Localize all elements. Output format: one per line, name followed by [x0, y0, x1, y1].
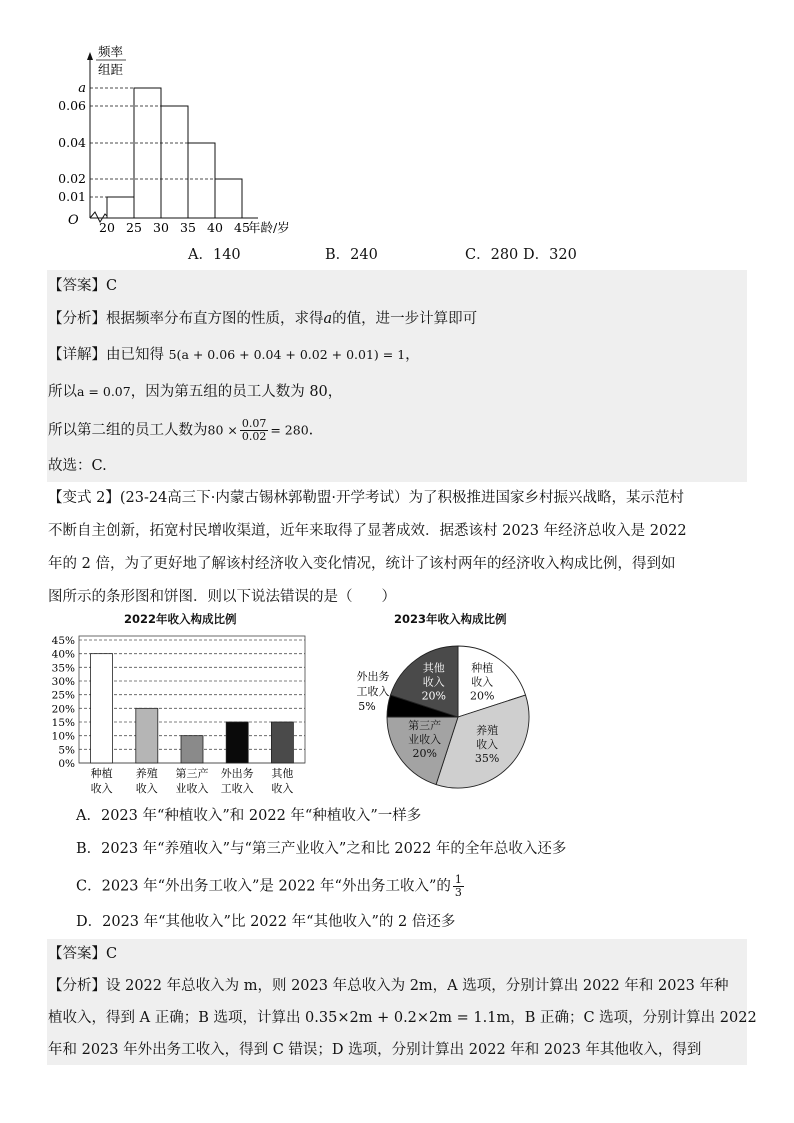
q2-line-2: 不断自主创新，拓宽村民增收渠道，近年来取得了显著成效．据悉该村 2023 年经济总收入是 2022 [48, 523, 687, 539]
pie-label: 业收入 [408, 733, 442, 747]
pie-label: 第三产 [408, 719, 442, 733]
y-label-bottom: 组距 [98, 62, 124, 77]
bar [181, 736, 203, 763]
analysis-2-tag: 【分析】 [48, 978, 106, 994]
histogram-bar [215, 179, 242, 218]
analysis-tail: 的值，进一步计算即可 [332, 311, 478, 327]
y-tick-label: 15% [51, 717, 75, 729]
line4-post: = 280 [270, 422, 309, 438]
pie-label: 20% [412, 747, 437, 761]
pie-label: 20% [421, 689, 447, 703]
y-label-top: 频率 [98, 44, 124, 59]
pie-label: 20% [469, 689, 495, 703]
histogram-bar [134, 88, 161, 218]
q1-option-d: D．320 [523, 247, 577, 263]
q1-option-b: B．240 [325, 247, 378, 263]
y-tick-label: 0.02 [58, 171, 86, 186]
category-label: 养殖 [135, 767, 158, 780]
bar [136, 708, 158, 763]
q2-option-b: B．2023 年“养殖收入”与“第三产业收入”之和比 2022 年的全年总收入还多 [76, 841, 567, 857]
bar-chart-2022 [45, 630, 315, 805]
q2-option-c [76, 874, 466, 899]
x-tick-label: 45 [234, 220, 250, 235]
analysis-1 [48, 309, 477, 329]
q1-option-c: C．280 [465, 247, 519, 263]
bar [91, 654, 113, 763]
histogram-bar [107, 197, 134, 218]
pie-chart-title: 2023年收入构成比例 [394, 612, 507, 626]
q2-line-1: 【变式 2】(23-24高三下·内蒙古锡林郭勒盟·开学考试）为了积极推进国家乡村振兴战略，某示范村 [48, 490, 685, 506]
category-label: 第三产 [175, 767, 209, 780]
category-label: 收入 [271, 782, 294, 795]
y-tick-label: 0.04 [58, 135, 86, 150]
pie-label: 收入 [422, 675, 445, 689]
detail-text: 由已知得 [106, 347, 164, 363]
detail-1: 【详解】由已知得 5(a + 0.06 + 0.04 + 0.02 + 0.01) = 1， [48, 347, 420, 363]
category-label: 外出务 [220, 767, 254, 780]
pie-label: 种植 [471, 661, 494, 675]
category-label: 工收入 [220, 782, 254, 795]
pie-label: 收入 [471, 675, 494, 689]
x-tick-label: 30 [153, 220, 169, 235]
line3-text: ，因为第五组的员工人数为 80， [130, 384, 343, 400]
analysis-var: a [323, 311, 333, 327]
analysis-text: 根据频率分布直方图的性质，求得 [106, 311, 324, 327]
pie-label: 35% [474, 752, 500, 766]
bar-chart-title: 2022年收入构成比例 [124, 612, 237, 626]
x-tick-label: 35 [180, 220, 196, 235]
detail-tag: 【详解】 [48, 347, 106, 363]
fraction-numerator: 0.07 [241, 417, 267, 430]
histogram-bar [188, 143, 215, 218]
y-tick-label: 45% [51, 635, 75, 647]
q2-option-c-fraction [453, 874, 464, 899]
category-label: 种植 [90, 767, 113, 780]
q2-option-c-text: C．2023 年“外出务工收入”是 2022 年“外出务工收入”的 [76, 878, 451, 895]
x-tick-label: 40 [207, 220, 223, 235]
q2-option-d: D．2023 年“其他收入”比 2022 年“其他收入”的 2 倍还多 [76, 914, 456, 930]
fraction-denominator: 0.02 [241, 430, 267, 443]
q1-option-a: A．140 [188, 247, 241, 263]
q2-line-4: 图所示的条形图和饼图．则以下说法错误的是（ ） [48, 589, 396, 605]
line4-prefix: 所以第二组的员工人数为 [48, 422, 208, 439]
pie-label: 其他 [422, 661, 445, 675]
fraction [240, 418, 269, 443]
frequency-histogram [40, 40, 300, 245]
line3-prefix: 所以 [48, 384, 77, 400]
pie-label: 外出务 [356, 670, 390, 683]
line4-pre: 80 × [207, 422, 238, 438]
pie-chart-2023 [325, 630, 540, 800]
solution-1-block [47, 270, 747, 482]
detail-equation: 5(a + 0.06 + 0.04 + 0.02 + 0.01) = 1 [168, 347, 406, 362]
y-axis-arrow [87, 52, 93, 60]
y-tick-label: 0% [58, 758, 75, 770]
pie-label: 养殖 [476, 724, 499, 738]
choose-1: 故选：C. [48, 458, 107, 474]
origin-label: O [68, 213, 79, 228]
y-tick-label: 5% [58, 744, 75, 757]
analysis-2-text: 设 2022 年总收入为 m，则 2023 年总收入为 2m，A 选项，分别计算出 2022 年和 2023 年种 [106, 978, 729, 994]
histogram-bar [161, 106, 188, 218]
category-label: 业收入 [175, 782, 209, 795]
analysis-tag: 【分析】 [48, 311, 106, 327]
analysis-2-line-2: 植收入，得到 A 正确；B 选项，计算出 0.35×2m + 0.2×2m = 1.1m，B 正确；C 选项，分别计算出 2022 [48, 1010, 757, 1026]
answer-1: 【答案】C [48, 278, 118, 294]
q2-option-c-denominator: 3 [454, 886, 462, 899]
analysis-2-line-1 [48, 976, 729, 996]
x-tick-label: 20 [99, 220, 115, 235]
y-tick-label: 40% [51, 648, 75, 661]
pie-label: 5% [358, 700, 376, 713]
bar [226, 722, 248, 763]
pie-label: 收入 [476, 738, 499, 752]
y-tick-label: 20% [51, 703, 75, 716]
answer-2: 【答案】C [48, 946, 118, 962]
q2-option-c-numerator: 1 [454, 873, 462, 886]
q2-line-3: 年的 2 倍，为了更好地了解该村经济收入变化情况，统计了该村两年的经济收入构成比例，得到如 [48, 556, 676, 572]
category-label: 收入 [135, 782, 158, 795]
y-tick-label: 10% [51, 730, 75, 743]
x-tick-label: 25 [126, 220, 142, 235]
y-tick-label: 35% [51, 662, 75, 675]
y-tick-label: 0.06 [58, 98, 86, 113]
y-tick-label: 30% [51, 676, 75, 688]
category-label: 其他 [271, 767, 294, 780]
q2-option-a: A．2023 年“种植收入”和 2022 年“种植收入”一样多 [76, 808, 422, 824]
line3-eq: a = 0.07 [77, 384, 131, 399]
x-axis-label: 年龄/岁 [248, 220, 290, 235]
analysis-2-line-3: 年和 2023 年外出务工收入，得到 C 错误；D 选项，分别计算出 2022 年和 2023 年其他收入，得到 [48, 1042, 702, 1058]
y-tick-label: 0.01 [58, 189, 86, 204]
y-tick-label: 25% [51, 689, 75, 702]
category-label: 收入 [90, 782, 113, 795]
bar [271, 722, 293, 763]
detail-line-3 [48, 382, 342, 402]
detail-line-4: 所以第二组的员工人数为80 × $\frac{0.07}{0.02}$ = 280. [48, 417, 314, 443]
pie-label: 工收入 [356, 685, 390, 698]
y-tick-label: a [78, 81, 86, 96]
